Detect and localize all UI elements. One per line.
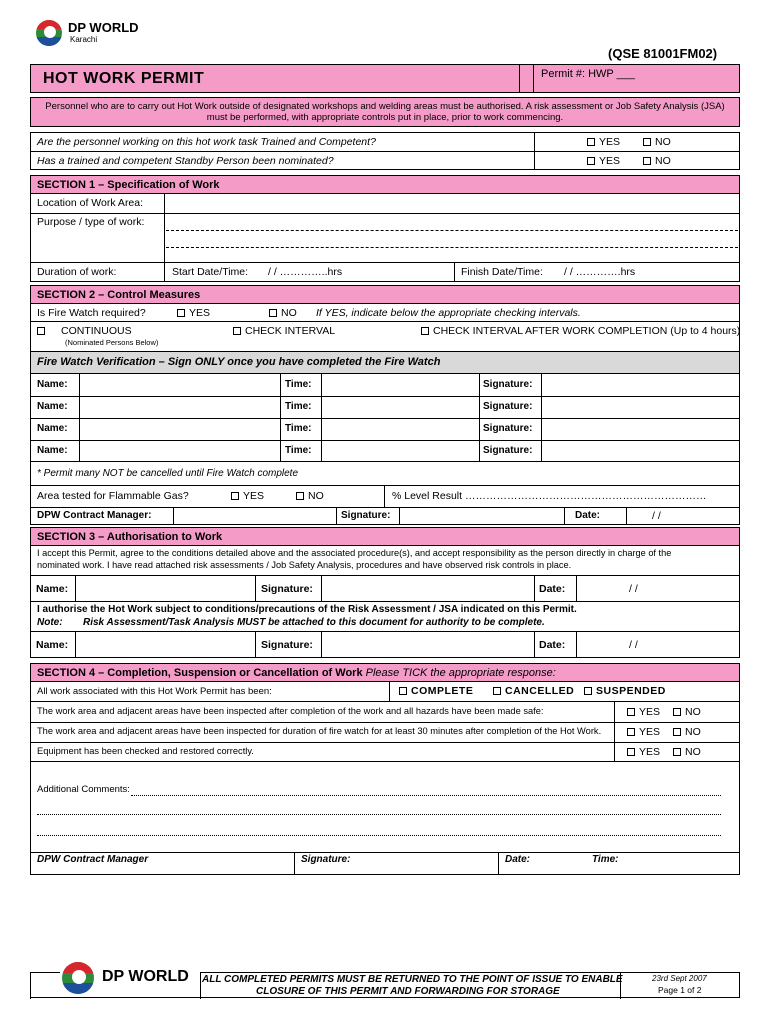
purpose-field[interactable] [166,215,736,261]
checkbox[interactable] [587,157,595,165]
signature-label: Signature: [341,510,391,521]
check-statement: The work area and adjacent areas have been inspected for duration of fire watch for at least 30 minutes after completion of the Hot Work. [37,726,602,736]
section-3-header [30,527,740,546]
suspended-label: SUSPENDED [596,685,666,697]
time-label: Time: [285,401,312,412]
logo-sub: Karachi [70,35,98,44]
complete-label: COMPLETE [411,685,474,697]
accept-name-field[interactable] [77,577,253,600]
time-label: Time: [285,423,312,434]
checkbox[interactable] [231,492,239,500]
manager-label: DPW Contract Manager: [37,510,152,521]
footer-logo-name: DP WORLD [102,968,189,985]
footer-logo [60,960,200,996]
duration-label: Duration of work: [37,266,117,278]
yes-label: YES [189,307,211,319]
checkbox[interactable] [493,687,501,695]
section-1-body [30,194,740,282]
yes-label: YES [639,726,661,738]
yes-label: YES [639,746,661,758]
date-label: Date: [539,639,566,651]
signature-label: Signature: [261,583,313,595]
time-label: Time: [285,445,312,456]
fire-watch-note-row [30,462,740,486]
watch-signature-field[interactable] [543,375,737,395]
name-label: Name: [37,445,68,456]
gas-test-label: Area tested for Flammable Gas? [37,490,189,502]
watch-time-field[interactable] [323,375,477,395]
signature-label: Signature: [483,423,533,434]
trained-yes-option[interactable] [587,136,620,148]
section-2-header [30,285,740,304]
name-label: Name: [37,423,68,434]
verification-header [30,352,740,374]
question-table [30,132,740,170]
globe-icon [36,20,62,46]
manager-date-field[interactable]: / / [652,510,661,522]
signature-label: Signature: [261,639,313,651]
watch-signature-field[interactable] [543,397,737,417]
notice-line-2: must be performed, with appropriate controls put in place, prior to work commencing. [206,112,564,123]
fire-watch-no-option[interactable] [269,307,297,319]
fire-watch-block [30,304,740,352]
all-work-label: All work associated with this Hot Work Permit has been: [37,686,272,697]
check-statement: Equipment has been checked and restored correctly. [37,746,254,756]
authorise-date-field[interactable]: / / [629,639,638,651]
section-3-title: SECTION 3 – Authorisation to Work [37,531,223,543]
watch-time-field[interactable] [323,419,477,439]
footer-line-1: ALL COMPLETED PERMITS MUST BE RETURNED TO THE POINT OF ISSUE TO ENABLE [202,974,623,985]
watch-signature-field[interactable] [543,441,737,461]
gas-no-option[interactable] [296,490,324,502]
manager-signature-field[interactable] [401,509,563,523]
gas-yes-option[interactable] [231,490,264,502]
form-code: (QSE 81001FM02) [608,46,718,61]
section-1-header [30,175,740,194]
authorise-statement [30,602,740,632]
fire-watch-note: * Permit many NOT be cancelled until Fire Watch complete [37,468,299,479]
section-4-header [30,663,740,682]
section-4-title: SECTION 4 – Completion, Suspension or Cancellation of Work [37,667,363,679]
no-label: NO [685,706,701,718]
check-yes-option[interactable] [627,726,660,738]
authorise-signature-field[interactable] [323,633,532,656]
start-label: Start Date/Time: [172,266,249,278]
finish-label: Finish Date/Time: [461,266,543,278]
globe-icon [62,962,94,994]
section-4-hint: Please TICK the appropriate response: [365,667,556,679]
section-2-title: SECTION 2 – Control Measures [37,289,201,301]
fire-watch-question: Is Fire Watch required? [37,307,146,319]
final-sign-row [30,853,740,875]
checkbox[interactable] [627,708,635,716]
trained-no-option[interactable] [643,136,671,148]
signature-label: Signature: [301,854,351,865]
authorise-sign-row [30,632,740,658]
permit-number: Permit #: HWP ___ [541,68,635,80]
if-yes-note: If YES, indicate below the appropriate checking intervals. [316,307,581,319]
footer-page: Page 1 of 2 [658,985,702,995]
date-label: Date: [575,510,601,521]
manager-row [30,508,740,525]
location-field[interactable] [166,195,736,212]
yes-label: YES [599,136,621,148]
time-label: Time: [285,379,312,390]
authorise-line: I authorise the Hot Work subject to conditions/precautions of the Risk Assessment / JSA indicated on this Permit. [37,604,577,615]
manager-label: DPW Contract Manager [37,854,149,865]
question-standby: Has a trained and competent Standby Person been nominated? [37,155,334,167]
comments-label: Additional Comments: [37,784,130,795]
complete-option[interactable] [399,685,473,697]
verification-title: Fire Watch Verification – Sign ONLY once you have completed the Fire Watch [37,356,441,368]
company-logo [36,18,156,48]
time-label: Time: [592,854,619,865]
standby-no-option[interactable] [643,155,671,167]
watch-name-field[interactable] [81,441,278,461]
watch-time-field[interactable] [323,397,477,417]
notice-line-1: Personnel who are to carry out Hot Work outside of designated workshops and welding areas must be authorised. A risk assessment or Job Safety Analysis (JSA) [45,101,725,112]
checkbox[interactable] [37,327,45,335]
manager-name-field[interactable] [175,509,335,523]
check-after-label: CHECK INTERVAL AFTER WORK COMPLETION (Up to 4 hours) [433,325,741,337]
accept-statement [30,546,740,576]
checkbox[interactable] [673,708,681,716]
no-label: NO [685,726,701,738]
checkbox[interactable] [584,687,592,695]
gas-test-row [30,486,740,508]
checkbox[interactable] [643,138,651,146]
name-label: Name: [36,639,69,651]
checkbox[interactable] [296,492,304,500]
check-no-option[interactable] [673,706,701,718]
name-label: Name: [37,401,68,412]
page-title: HOT WORK PERMIT [43,70,205,87]
checkbox[interactable] [269,309,277,317]
watch-time-field[interactable] [323,441,477,461]
fire-watch-table [30,374,740,462]
cancelled-option[interactable] [493,685,574,697]
checkbox[interactable] [587,138,595,146]
date-label: Date: [539,583,566,595]
checkbox[interactable] [421,327,429,335]
checkbox[interactable] [673,748,681,756]
accept-date-field[interactable]: / / [629,583,638,595]
fire-watch-yes-option[interactable] [177,307,210,319]
question-trained: Are the personnel working on this hot work task Trained and Competent? [37,136,376,148]
purpose-label: Purpose / type of work: [37,216,145,228]
level-result-field[interactable]: % Level Result …………………………………………………………… [392,490,707,502]
checkbox[interactable] [627,748,635,756]
check-no-option[interactable] [673,726,701,738]
accept-sign-row [30,576,740,602]
yes-label: YES [639,706,661,718]
comments-block[interactable] [30,762,740,853]
start-field[interactable]: / / …………..hrs [268,266,343,278]
checkbox[interactable] [233,327,241,335]
no-label: NO [308,490,324,502]
completion-checks [30,702,740,762]
completion-status-row [30,682,740,702]
footer-line-2: CLOSURE OF THIS PERMIT AND FORWARDING FOR STORAGE [256,986,560,997]
checkbox[interactable] [643,157,651,165]
check-after-option[interactable] [421,325,740,337]
check-yes-option[interactable] [627,706,660,718]
watch-name-field[interactable] [81,397,278,417]
authorise-name-field[interactable] [77,633,253,656]
location-label: Location of Work Area: [37,197,144,209]
continuous-option[interactable] [37,325,132,337]
checkbox[interactable] [399,687,407,695]
logo-name: DP WORLD [68,20,139,35]
continuous-label: CONTINUOUS [61,325,132,337]
signature-label: Signature: [483,445,533,456]
no-label: NO [281,307,297,319]
watch-signature-field[interactable] [543,419,737,439]
note-label: Note: [37,617,63,628]
check-statement: The work area and adjacent areas have been inspected after completion of the work and all hazards have been made safe: [37,706,544,716]
footer-date: 23rd Sept 2007 [652,974,707,983]
name-label: Name: [37,379,68,390]
yes-label: YES [243,490,265,502]
check-yes-option[interactable] [627,746,660,758]
checkbox[interactable] [673,728,681,736]
yes-label: YES [599,155,621,167]
accept-line-2: nominated work. I have read attached risk assessments / Job Safety Analysis, procedures and have observed risk controls in place. [37,560,572,570]
no-label: NO [655,136,671,148]
section-1-title: SECTION 1 – Specification of Work [37,179,220,191]
suspended-option[interactable] [584,685,666,697]
note-text: Risk Assessment/Task Analysis MUST be attached to this document for authority to be complete. [83,617,545,628]
signature-label: Signature: [483,379,533,390]
nominated-note: (Nominated Persons Below) [65,338,159,347]
accept-line-1: I accept this Permit, agree to the conditions detailed above and the associated procedure(s), and accept responsibility as the person directly in charge of the [37,548,672,558]
no-label: NO [655,155,671,167]
date-label: Date: [505,854,531,865]
no-label: NO [685,746,701,758]
name-label: Name: [36,583,69,595]
finish-field[interactable]: / / ………….hrs [564,266,636,278]
cancelled-label: CANCELLED [505,685,575,697]
checkbox[interactable] [627,728,635,736]
title-bar [30,64,740,93]
notice-box [30,97,740,127]
check-no-option[interactable] [673,746,701,758]
check-interval-label: CHECK INTERVAL [245,325,336,337]
watch-name-field[interactable] [81,375,278,395]
watch-name-field[interactable] [81,419,278,439]
accept-signature-field[interactable] [323,577,532,600]
signature-label: Signature: [483,401,533,412]
standby-yes-option[interactable] [587,155,620,167]
check-interval-option[interactable] [233,325,335,337]
checkbox[interactable] [177,309,185,317]
